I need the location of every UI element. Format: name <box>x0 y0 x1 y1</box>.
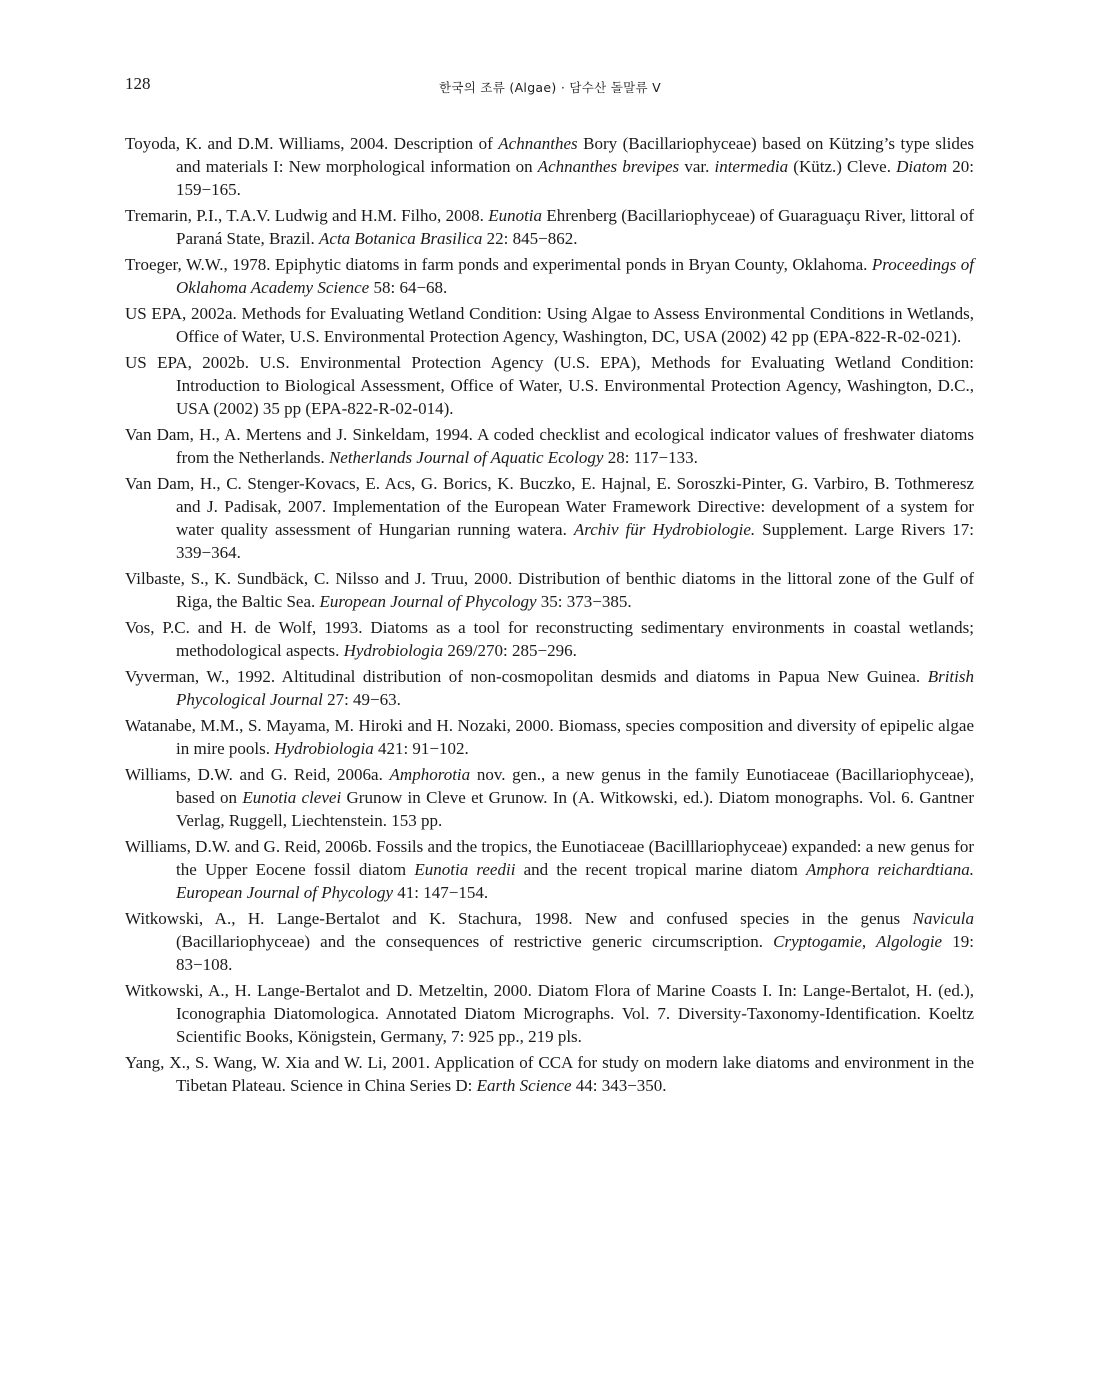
reference-entry <box>125 132 974 201</box>
reference-text: 20: 159−165. <box>176 157 974 199</box>
reference-italic-text: Earth Science <box>476 1076 572 1095</box>
reference-entry <box>125 979 974 1048</box>
reference-entry <box>125 907 974 976</box>
reference-italic-text: Proceedings of Oklahoma Academy Science <box>176 255 974 297</box>
reference-text: Toyoda, K. and D.M. Williams, 2004. Description of <box>125 134 499 153</box>
reference-italic-text: Hydrobiologia <box>274 739 374 758</box>
reference-entry <box>125 302 974 348</box>
reference-italic-text: British Phycological Journal <box>176 667 974 709</box>
reference-italic-text: Amphora reichardtiana. European Journal of Phycology <box>176 860 974 902</box>
reference-italic-text: Amphorotia <box>389 765 471 784</box>
reference-italic-text: Diatom <box>896 157 948 176</box>
reference-entry <box>125 472 974 564</box>
reference-text: Troeger, W.W., 1978. Epiphytic diatoms in farm ponds and experimental ponds in Bryan County, Oklahoma. <box>125 255 872 274</box>
reference-italic-text: Cryptogamie, Algologie <box>773 932 943 951</box>
reference-text: 28: 117−133. <box>603 448 698 467</box>
reference-text: Vyverman, W., 1992. Altitudinal distribution of non-cosmopolitan desmids and diatoms in Papua New Guinea. <box>125 667 928 686</box>
reference-text: Van Dam, H., C. Stenger-Kovacs, E. Acs, G. Borics, K. Buczko, E. Hajnal, E. Soroszki-Pinter, G. Varbiro, B. Tothmeresz and J. Padisak, 2007. Implementation of the European Water Framework Directive: development of a system for water quality assessment of Hungarian running watera. <box>125 474 974 539</box>
reference-text: Vilbaste, S., K. Sundbäck, C. Nilsso and J. Truu, 2000. Distribution of benthic diatoms in the littoral zone of the Gulf of Riga, the Baltic Sea. <box>125 569 974 611</box>
reference-italic-text: Netherlands Journal of Aquatic Ecology <box>328 448 604 467</box>
running-header: 한국의 조류 (Algae) · 담수산 돌말류 V <box>438 80 662 95</box>
reference-italic-text: Eunotia <box>488 206 543 225</box>
reference-text: Williams, D.W. and G. Reid, 2006a. <box>125 765 390 784</box>
reference-text: (Kütz.) Cleve. <box>788 157 897 176</box>
reference-text: Tremarin, P.I., T.A.V. Ludwig and H.M. Filho, 2008. <box>125 206 489 225</box>
reference-entry <box>125 253 974 299</box>
reference-italic-text: Hydrobiologia <box>343 641 444 660</box>
reference-italic-text: intermedia <box>714 157 789 176</box>
reference-italic-text: Navicula <box>912 909 974 928</box>
reference-text: 41: 147−154. <box>393 883 489 902</box>
reference-text: 19: 83−108. <box>176 932 974 974</box>
reference-entry <box>125 567 974 613</box>
reference-text: Van Dam, H., A. Mertens and J. Sinkeldam, 1994. A coded checklist and ecological indicator values of freshwater diatoms from the Netherlands. <box>125 425 974 467</box>
reference-entry <box>125 835 974 904</box>
reference-list <box>125 132 974 1100</box>
reference-italic-text: Eunotia clevei <box>242 788 342 807</box>
reference-entry <box>125 665 974 711</box>
reference-text: 22: 845−862. <box>482 229 578 248</box>
reference-entry <box>125 204 974 250</box>
reference-text: var. <box>679 157 715 176</box>
reference-entry <box>125 616 974 662</box>
reference-text: Grunow in Cleve et Grunow. In (A. Witkowski, ed.). Diatom monographs. Vol. 6. Gantner Verlag, Ruggell, Liechtenstein. 153 pp. <box>176 788 974 830</box>
reference-text: Vos, P.C. and H. de Wolf, 1993. Diatoms as a tool for reconstructing sedimentary environments in coastal wetlands; methodological aspects. <box>125 618 974 660</box>
reference-text: Ehrenberg (Bacillariophyceae) of Guaraguaçu River, littoral of Paraná State, Brazil. <box>176 206 975 248</box>
reference-text: 58: 64−68. <box>369 278 448 297</box>
reference-text: nov. gen., a new genus in the family Eunotiaceae (Bacillariophyceae), based on <box>176 765 974 807</box>
reference-entry <box>125 1051 974 1097</box>
reference-text: US EPA, 2002b. U.S. Environmental Protection Agency (U.S. EPA), Methods for Evaluating Wetland Condition: Introduction to Biological Assessment, Office of Water, U.S. Environmental Protection Agency, Washington, D.C., USA (2002) 35 pp (EPA-822-R-02-014). <box>125 353 974 418</box>
reference-italic-text: Eunotia reedii <box>414 860 516 879</box>
reference-text: Williams, D.W. and G. Reid, 2006b. Fossils and the tropics, the Eunotiaceae (Bacilllariophyceae) expanded: a new genus for the Upper Eocene fossil diatom <box>125 837 974 879</box>
reference-text: Witkowski, A., H. Lange-Bertalot and D. Metzeltin, 2000. Diatom Flora of Marine Coasts I. In: Lange-Bertalot, H. (ed.), Iconographia Diatomologica. Annotated Diatom Micrographs. Vol. 7. Diversity-Taxonomy-Identification. Koeltz Scientific Books, Königstein, Germany, 7: 925 pp., 219 pls. <box>125 981 974 1046</box>
reference-italic-text: Acta Botanica Brasilica <box>319 229 483 248</box>
reference-text: 44: 343−350. <box>571 1076 667 1095</box>
reference-text: Witkowski, A., H. Lange-Bertalot and K. Stachura, 1998. New and confused species in the genus <box>125 909 913 928</box>
reference-entry <box>125 351 974 420</box>
page-number: 128 <box>125 74 151 93</box>
reference-text: Bory (Bacillariophyceae) based on Kützing’s type slides and materials I: New morphological information on <box>176 134 974 176</box>
reference-text: and the recent tropical marine diatom <box>515 860 807 879</box>
reference-italic-text: Achnanthes <box>498 134 578 153</box>
reference-text: 421: 91−102. <box>373 739 469 758</box>
reference-text: 269/270: 285−296. <box>443 641 577 660</box>
reference-italic-text: European Journal of Phycology <box>319 592 537 611</box>
reference-entry <box>125 763 974 832</box>
reference-italic-text: Achnanthes brevipes <box>537 157 680 176</box>
reference-text: 27: 49−63. <box>322 690 401 709</box>
reference-text: Watanabe, M.M., S. Mayama, M. Hiroki and H. Nozaki, 2000. Biomass, species composition and diversity of epipelic algae in mire pools. <box>125 716 974 758</box>
reference-text: (Bacillariophyceae) and the consequences of restrictive generic circumscription. <box>176 932 774 951</box>
reference-entry <box>125 423 974 469</box>
reference-italic-text: Archiv für Hydrobiologie. <box>573 520 756 539</box>
reference-text: 35: 373−385. <box>536 592 632 611</box>
reference-text: US EPA, 2002a. Methods for Evaluating Wetland Condition: Using Algae to Assess Environmental Conditions in Wetlands, Office of Water, U.S. Environmental Protection Agency, Washington, DC, USA (2002) 42 pp (EPA-822-R-02-021). <box>125 304 974 346</box>
reference-text: Yang, X., S. Wang, W. Xia and W. Li, 2001. Application of CCA for study on modern lake diatoms and environment in the Tibetan Plateau. Science in China Series D: <box>125 1053 974 1095</box>
reference-entry <box>125 714 974 760</box>
reference-text: Supplement. Large Rivers 17: 339−364. <box>176 520 975 562</box>
